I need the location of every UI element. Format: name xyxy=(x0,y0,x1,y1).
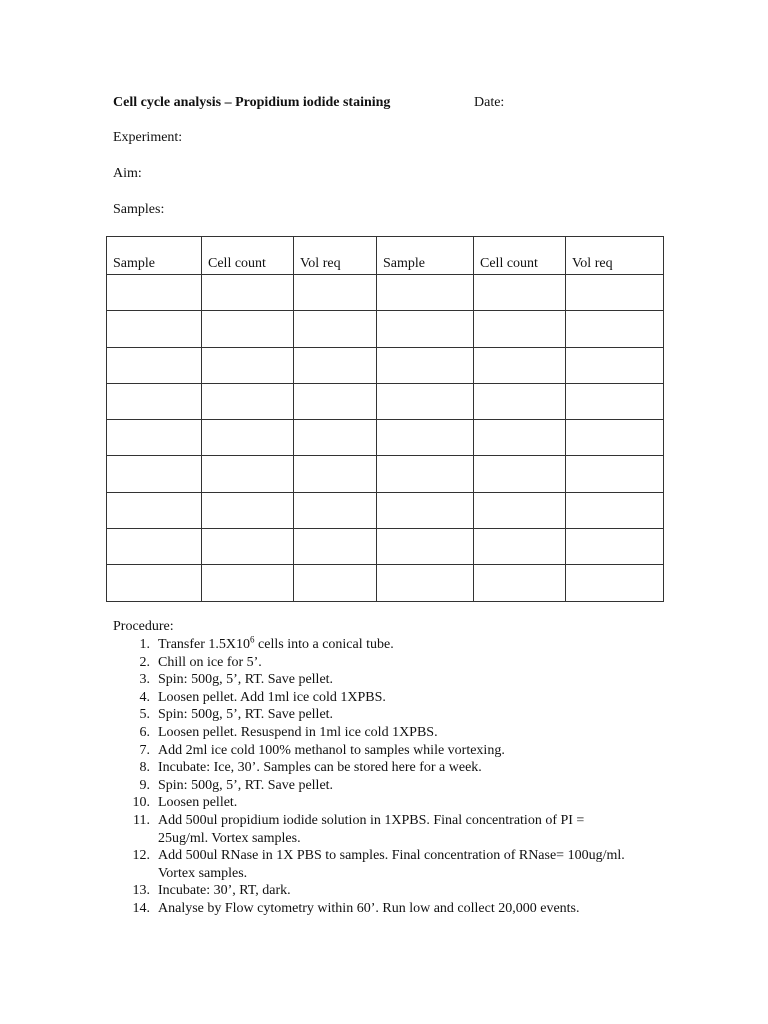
step-number: 4. xyxy=(139,689,150,705)
step-text-part: Transfer 1.5X10 xyxy=(158,637,251,652)
table-cell xyxy=(377,347,474,383)
step-number: 14. xyxy=(132,900,150,916)
table-cell xyxy=(294,311,377,347)
step-number: 11. xyxy=(133,812,150,828)
table-row xyxy=(107,347,664,383)
step-number: 10. xyxy=(132,795,150,811)
aim-label: Aim: xyxy=(113,166,142,181)
step-number: 12. xyxy=(132,848,150,864)
step-superscript: 6 xyxy=(250,634,255,645)
table-row xyxy=(107,492,664,528)
table-cell xyxy=(566,456,664,492)
procedure-step xyxy=(113,900,633,918)
step-number: 2. xyxy=(139,654,150,670)
step-text: Add 500ul propidium iodide solution in 1XPBS. Final concentration of PI = 25ug/ml. Vortex samples. xyxy=(158,812,585,846)
table-row xyxy=(107,529,664,565)
table-cell xyxy=(294,420,377,456)
table-cell xyxy=(202,492,294,528)
table-row xyxy=(107,275,664,311)
table-cell xyxy=(202,456,294,492)
table-header-row xyxy=(107,237,664,275)
procedure-step xyxy=(113,794,633,812)
table-cell xyxy=(474,420,566,456)
table-cell xyxy=(294,492,377,528)
column-header: Vol req xyxy=(566,237,664,275)
table-cell xyxy=(107,275,202,311)
table-row xyxy=(107,420,664,456)
procedure-step xyxy=(113,742,633,760)
procedure-step xyxy=(113,724,633,742)
table-cell xyxy=(107,565,202,601)
table-row xyxy=(107,565,664,601)
step-text: Chill on ice for 5’. xyxy=(158,654,262,670)
table-cell xyxy=(474,492,566,528)
table-cell xyxy=(202,565,294,601)
table-cell xyxy=(107,420,202,456)
table-cell xyxy=(377,529,474,565)
samples-table xyxy=(106,236,664,602)
procedure-step xyxy=(113,847,633,882)
table-cell xyxy=(377,383,474,419)
procedure-step xyxy=(113,671,633,689)
date-label: Date: xyxy=(474,95,505,110)
table-body xyxy=(107,275,664,602)
table-cell xyxy=(566,275,664,311)
table-cell xyxy=(566,347,664,383)
procedure-step xyxy=(113,706,633,724)
step-number: 1. xyxy=(139,637,150,652)
step-text: Incubate: Ice, 30’. Samples can be stored here for a week. xyxy=(158,760,482,776)
procedure-step xyxy=(113,636,633,654)
table-cell xyxy=(377,492,474,528)
step-number: 5. xyxy=(139,707,150,723)
procedure-label: Procedure: xyxy=(113,619,174,634)
step-number: 6. xyxy=(139,724,150,740)
table-cell xyxy=(202,529,294,565)
procedure-list xyxy=(113,636,633,918)
procedure-step xyxy=(113,777,633,795)
table-cell xyxy=(202,420,294,456)
step-number: 3. xyxy=(139,672,150,688)
table-cell xyxy=(294,456,377,492)
procedure-step xyxy=(113,812,633,847)
table-cell xyxy=(107,492,202,528)
step-number: 9. xyxy=(139,777,150,793)
table-cell xyxy=(566,420,664,456)
table-cell xyxy=(294,347,377,383)
table-cell xyxy=(474,456,566,492)
step-text: Add 500ul RNase in 1X PBS to samples. Final concentration of RNase= 100ug/ml. Vortex samples. xyxy=(158,848,625,881)
table-cell xyxy=(566,565,664,601)
table-cell xyxy=(202,311,294,347)
step-text: Loosen pellet. Add 1ml ice cold 1XPBS. xyxy=(158,689,386,705)
step-text: Loosen pellet. xyxy=(158,795,238,811)
column-header: Vol req xyxy=(294,237,377,275)
step-text: Spin: 500g, 5’, RT. Save pellet. xyxy=(158,707,334,723)
table-cell xyxy=(474,383,566,419)
table-cell xyxy=(107,456,202,492)
column-header: Sample xyxy=(377,237,474,275)
table-cell xyxy=(474,529,566,565)
table-cell xyxy=(377,275,474,311)
table-cell xyxy=(566,529,664,565)
table-row xyxy=(107,383,664,419)
document-title: Cell cycle analysis – Propidium iodide staining xyxy=(113,95,391,110)
table-cell xyxy=(474,347,566,383)
header-row xyxy=(113,95,673,111)
step-text-part: cells into a conical tube. xyxy=(254,637,394,652)
table-cell xyxy=(474,275,566,311)
samples-label: Samples: xyxy=(113,202,165,217)
step-number: 7. xyxy=(139,742,150,758)
step-text: Analyse by Flow cytometry within 60’. Run low and collect 20,000 events. xyxy=(158,900,580,916)
table-cell xyxy=(294,383,377,419)
procedure-step xyxy=(113,654,633,672)
table-cell xyxy=(107,529,202,565)
step-text: Spin: 500g, 5’, RT. Save pellet. xyxy=(158,672,334,688)
column-header: Sample xyxy=(107,237,202,275)
procedure-step xyxy=(113,689,633,707)
step-text: Add 2ml ice cold 100% methanol to samples while vortexing. xyxy=(158,742,505,758)
table-row xyxy=(107,311,664,347)
step-number: 13. xyxy=(132,883,150,899)
experiment-label: Experiment: xyxy=(113,130,183,145)
step-text: Incubate: 30’, RT, dark. xyxy=(158,883,291,899)
table-row xyxy=(107,456,664,492)
step-text: Loosen pellet. Resuspend in 1ml ice cold 1XPBS. xyxy=(158,724,438,740)
table-cell xyxy=(377,311,474,347)
table-cell xyxy=(107,311,202,347)
procedure-step xyxy=(113,882,633,900)
table-cell xyxy=(474,311,566,347)
table-cell xyxy=(566,311,664,347)
table-cell xyxy=(474,565,566,601)
table-cell xyxy=(107,383,202,419)
column-header: Cell count xyxy=(474,237,566,275)
column-header: Cell count xyxy=(202,237,294,275)
procedure-step xyxy=(113,759,633,777)
table-cell xyxy=(202,347,294,383)
table-cell xyxy=(202,383,294,419)
table-cell xyxy=(294,529,377,565)
step-number: 8. xyxy=(139,760,150,776)
table-cell xyxy=(377,565,474,601)
table-cell xyxy=(377,456,474,492)
table-cell xyxy=(107,347,202,383)
table-cell xyxy=(377,420,474,456)
table-cell xyxy=(294,275,377,311)
table-cell xyxy=(202,275,294,311)
table-cell xyxy=(566,383,664,419)
table-cell xyxy=(294,565,377,601)
step-text: Spin: 500g, 5’, RT. Save pellet. xyxy=(158,777,334,793)
table-cell xyxy=(566,492,664,528)
